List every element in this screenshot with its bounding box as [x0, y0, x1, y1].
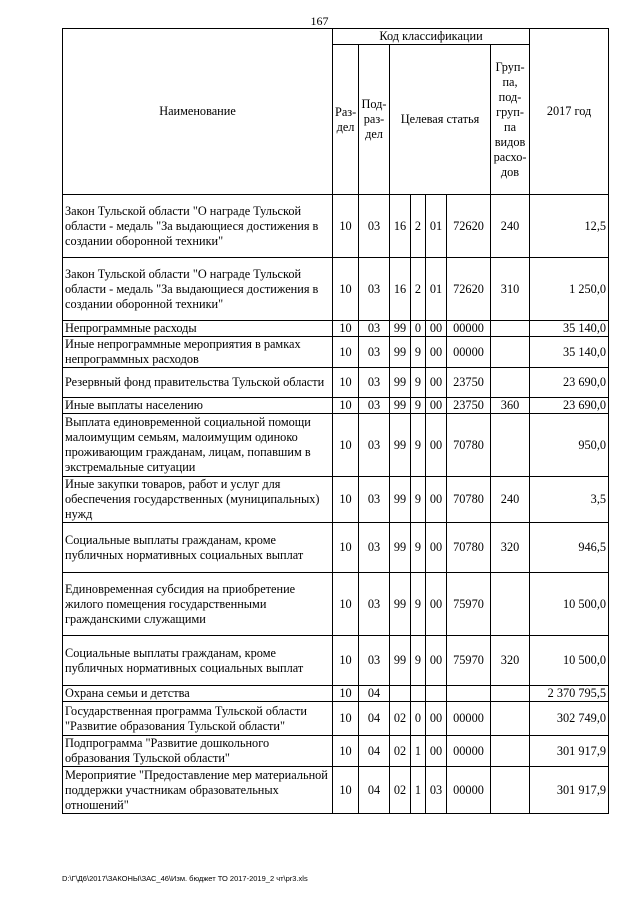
table-row [63, 767, 609, 814]
row-name: Государственная программа Тульской области "Развитие образования Тульской области" [63, 702, 333, 736]
page-number: 167 [310, 14, 329, 28]
row-subsection: 03 [359, 258, 390, 321]
row-target-program: 16 [390, 195, 411, 258]
table-row [63, 398, 609, 414]
row-target-direction: 00000 [447, 321, 491, 337]
row-subsection: 03 [359, 636, 390, 686]
row-section: 10 [333, 686, 359, 702]
row-target-event [426, 686, 447, 702]
row-target-subprogram: 0 [411, 702, 426, 736]
row-target-program: 02 [390, 736, 411, 767]
row-target-program: 02 [390, 702, 411, 736]
table-row [63, 573, 609, 636]
row-name: Закон Тульской области "О награде Тульской области - медаль "За выдающиеся достижения в создании оборонной техники" [63, 195, 333, 258]
row-target-program: 99 [390, 477, 411, 523]
row-subsection: 04 [359, 686, 390, 702]
row-target-event: 01 [426, 195, 447, 258]
row-subsection: 03 [359, 321, 390, 337]
row-expense-group [491, 573, 530, 636]
row-target-subprogram [411, 686, 426, 702]
row-target-event: 00 [426, 398, 447, 414]
row-target-subprogram: 1 [411, 736, 426, 767]
row-expense-group [491, 337, 530, 368]
row-subsection: 03 [359, 414, 390, 477]
row-section: 10 [333, 736, 359, 767]
row-target-event: 00 [426, 636, 447, 686]
row-section: 10 [333, 477, 359, 523]
row-section: 10 [333, 321, 359, 337]
row-amount: 950,0 [530, 414, 609, 477]
row-amount: 23 690,0 [530, 368, 609, 398]
row-target-subprogram: 2 [411, 195, 426, 258]
row-target-subprogram: 9 [411, 523, 426, 573]
row-target-event: 00 [426, 523, 447, 573]
row-target-event: 00 [426, 337, 447, 368]
row-target-subprogram: 9 [411, 337, 426, 368]
row-expense-group: 240 [491, 195, 530, 258]
row-target-direction: 00000 [447, 337, 491, 368]
row-amount: 301 917,9 [530, 767, 609, 814]
row-subsection: 03 [359, 573, 390, 636]
table-row [63, 258, 609, 321]
row-target-subprogram: 1 [411, 767, 426, 814]
row-section: 10 [333, 523, 359, 573]
row-section: 10 [333, 258, 359, 321]
row-target-program [390, 686, 411, 702]
row-subsection: 04 [359, 702, 390, 736]
row-expense-group [491, 736, 530, 767]
row-target-direction: 23750 [447, 398, 491, 414]
row-subsection: 03 [359, 398, 390, 414]
row-expense-group [491, 321, 530, 337]
row-amount: 3,5 [530, 477, 609, 523]
row-target-direction: 72620 [447, 195, 491, 258]
row-section: 10 [333, 195, 359, 258]
row-name: Социальные выплаты гражданам, кроме публичных нормативных социальных выплат [63, 523, 333, 573]
row-name: Непрограммные расходы [63, 321, 333, 337]
row-name: Выплата единовременной социальной помощи малоимущим семьям, малоимущим одиноко проживающим гражданам, лицам, попавшим в экстремальные ситуации [63, 414, 333, 477]
table-row [63, 523, 609, 573]
row-expense-group: 320 [491, 523, 530, 573]
row-target-program: 99 [390, 573, 411, 636]
row-target-direction: 70780 [447, 523, 491, 573]
row-amount: 35 140,0 [530, 337, 609, 368]
table-row [63, 686, 609, 702]
row-section: 10 [333, 414, 359, 477]
table-row [63, 337, 609, 368]
row-target-subprogram: 9 [411, 636, 426, 686]
row-section: 10 [333, 337, 359, 368]
row-target-event: 00 [426, 368, 447, 398]
row-section: 10 [333, 573, 359, 636]
row-name: Закон Тульской области "О награде Тульской области - медаль "За выдающиеся достижения в создании оборонной техники" [63, 258, 333, 321]
row-target-direction [447, 686, 491, 702]
table-row [63, 477, 609, 523]
row-amount: 12,5 [530, 195, 609, 258]
row-target-event: 00 [426, 321, 447, 337]
row-target-program: 99 [390, 398, 411, 414]
row-amount: 10 500,0 [530, 573, 609, 636]
row-section: 10 [333, 368, 359, 398]
file-path-footer: D:\Г\Д6\2017\ЗАКОНЫ\ЗАС_46\Изм. бюджет ТО 2017-2019_2 чт\pr3.xls [62, 874, 308, 883]
row-expense-group [491, 767, 530, 814]
row-name: Иные выплаты населению [63, 398, 333, 414]
row-expense-group: 360 [491, 398, 530, 414]
row-target-direction: 23750 [447, 368, 491, 398]
row-amount: 301 917,9 [530, 736, 609, 767]
row-target-event: 01 [426, 258, 447, 321]
row-target-event: 00 [426, 736, 447, 767]
table-row [63, 414, 609, 477]
row-expense-group [491, 368, 530, 398]
row-target-program: 99 [390, 523, 411, 573]
row-amount: 2 370 795,5 [530, 686, 609, 702]
row-subsection: 03 [359, 368, 390, 398]
row-target-program: 02 [390, 767, 411, 814]
row-target-program: 99 [390, 337, 411, 368]
row-subsection: 04 [359, 767, 390, 814]
row-target-direction: 00000 [447, 736, 491, 767]
row-subsection: 03 [359, 195, 390, 258]
row-expense-group [491, 702, 530, 736]
row-expense-group [491, 414, 530, 477]
row-expense-group: 240 [491, 477, 530, 523]
row-target-program: 99 [390, 321, 411, 337]
row-target-program: 99 [390, 636, 411, 686]
row-section: 10 [333, 767, 359, 814]
table-row [63, 736, 609, 767]
row-target-event: 00 [426, 477, 447, 523]
row-target-subprogram: 9 [411, 368, 426, 398]
table-row [63, 636, 609, 686]
row-name: Охрана семьи и детства [63, 686, 333, 702]
row-amount: 10 500,0 [530, 636, 609, 686]
row-expense-group [491, 686, 530, 702]
row-name: Иные закупки товаров, работ и услуг для обеспечения государственных (муниципальных) нужд [63, 477, 333, 523]
row-subsection: 03 [359, 477, 390, 523]
table-row [63, 195, 609, 258]
row-amount: 23 690,0 [530, 398, 609, 414]
row-name: Единовременная субсидия на приобретение жилого помещения государственными гражданскими служащими [63, 573, 333, 636]
row-name: Подпрограмма "Развитие дошкольного образования Тульской области" [63, 736, 333, 767]
row-subsection: 03 [359, 523, 390, 573]
row-target-direction: 75970 [447, 573, 491, 636]
row-amount: 35 140,0 [530, 321, 609, 337]
table-row [63, 321, 609, 337]
row-target-event: 03 [426, 767, 447, 814]
row-section: 10 [333, 702, 359, 736]
row-target-direction: 70780 [447, 477, 491, 523]
header-group: Груп- па, под- груп- па видов расхо- дов [491, 45, 530, 195]
header-code: Код классификации [333, 29, 530, 45]
header-year: 2017 год [530, 29, 609, 195]
table-row [63, 368, 609, 398]
header-name: Наименование [63, 29, 333, 195]
row-subsection: 03 [359, 337, 390, 368]
header-target: Целевая статья [390, 45, 491, 195]
row-target-subprogram: 2 [411, 258, 426, 321]
row-target-direction: 70780 [447, 414, 491, 477]
row-target-subprogram: 9 [411, 414, 426, 477]
budget-table [62, 28, 609, 814]
row-target-program: 99 [390, 414, 411, 477]
row-name: Мероприятие "Предоставление мер материальной поддержки участникам образовательных отношений" [63, 767, 333, 814]
row-amount: 1 250,0 [530, 258, 609, 321]
row-target-event: 00 [426, 702, 447, 736]
row-section: 10 [333, 398, 359, 414]
row-target-program: 99 [390, 368, 411, 398]
row-target-direction: 72620 [447, 258, 491, 321]
row-target-subprogram: 9 [411, 573, 426, 636]
row-target-subprogram: 9 [411, 477, 426, 523]
header-subsection: Под- раз- дел [359, 45, 390, 195]
row-expense-group: 320 [491, 636, 530, 686]
row-target-program: 16 [390, 258, 411, 321]
row-target-event: 00 [426, 573, 447, 636]
header-section: Раз- дел [333, 45, 359, 195]
row-target-subprogram: 0 [411, 321, 426, 337]
row-target-direction: 75970 [447, 636, 491, 686]
row-name: Резервный фонд правительства Тульской области [63, 368, 333, 398]
row-name: Иные непрограммные мероприятия в рамках непрограммных расходов [63, 337, 333, 368]
row-target-event: 00 [426, 414, 447, 477]
row-expense-group: 310 [491, 258, 530, 321]
row-target-direction: 00000 [447, 767, 491, 814]
row-subsection: 04 [359, 736, 390, 767]
row-amount: 302 749,0 [530, 702, 609, 736]
row-name: Социальные выплаты гражданам, кроме публичных нормативных социальных выплат [63, 636, 333, 686]
row-section: 10 [333, 636, 359, 686]
row-amount: 946,5 [530, 523, 609, 573]
row-target-direction: 00000 [447, 702, 491, 736]
row-target-subprogram: 9 [411, 398, 426, 414]
table-row [63, 702, 609, 736]
